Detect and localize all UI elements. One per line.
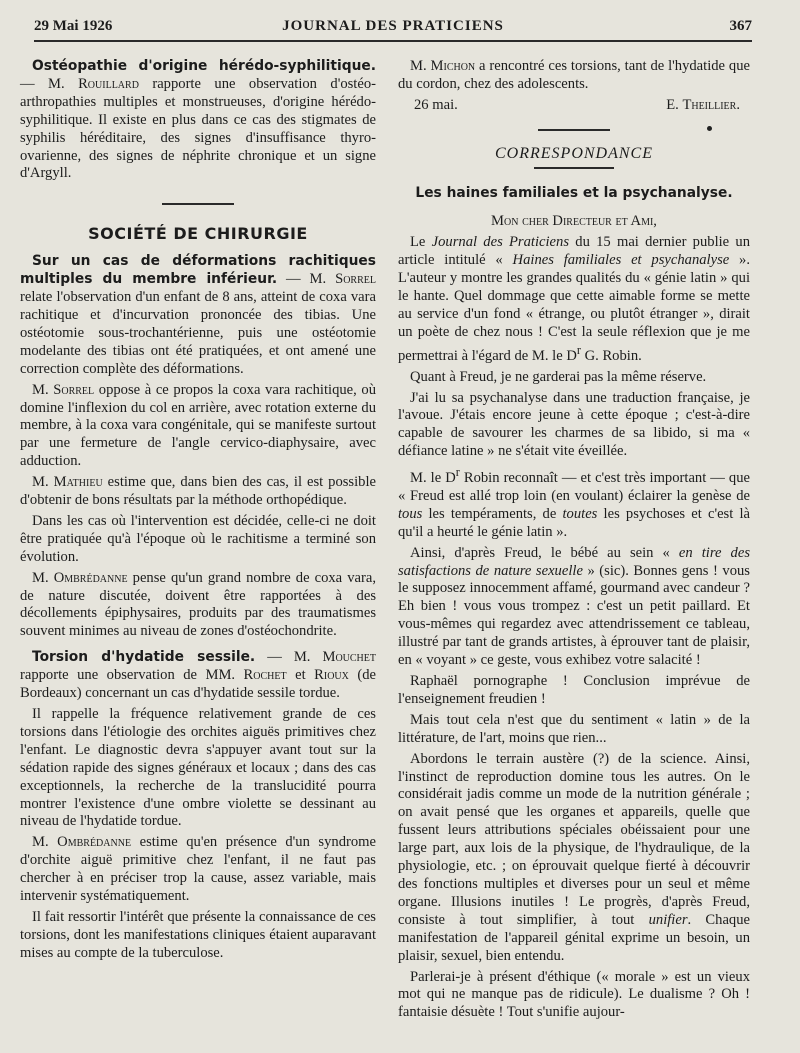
- ombredanne-paragraph-2: M. Ombrédanne estime qu'en présence d'un syndrome d'orchite aiguë primitive chez l'enfant, il ne faut pas chercher à en préciser trop la cause, assez variable, mais intervenir systématiquement.: [20, 834, 376, 905]
- divider: [538, 129, 610, 131]
- right-column: [398, 58, 750, 1053]
- letter-paragraph: Abordons le terrain austère (?) de la science. Ainsi, l'instinct de reproduction domine tous les autres. On le considérait jadis comme un mode de la nutrition générale ; on avait pensé que les organes et appareils, quelle que fussent leurs attributions spéciales obéissaient pour une large part, aux lois de la physique, de l'hydraulique, de la physiologie, etc. ; on éprouvait quelque fierté à découvrir des fonctions multiples et diverses pour un seul et même organe. Illusions inutiles ! Le progrès, d'après Freud, consiste à tout simplifier, à tout unifier. Chaque manifestation de l'appareil génital exprime un besoin, un plaisir, sexuel, bien entendu.: [398, 750, 750, 964]
- issue-date: 29 Mai 1926: [34, 18, 113, 34]
- ink-dot: [707, 126, 712, 131]
- author-name: Sorrel: [335, 271, 376, 288]
- osteo-paragraph: Ostéopathie d'origine hérédo-syphilitique. — M. Rouillard rapporte une observation d'ostéo-arthropathies multiples et monstrueuses, d'origine hérédo-syphilitique. Il existe en plus dans ce cas des stigmates de syphilis héréditaire, des signes d'insuffisance thyro-ovarienne, des signes de néphrite chronique et un signe d'Argyll.: [20, 58, 376, 182]
- torsion-heading: Torsion d'hydatide sessile.: [32, 649, 256, 666]
- page-header: [34, 18, 752, 42]
- author-name: Rouillard: [78, 75, 139, 92]
- author-name: Rochet: [243, 667, 287, 684]
- letter-paragraph: J'ai lu sa psychanalyse dans une traduction française, je l'avoue. J'étais encore jeune à cette époque ; c'est-à-dire capable de savourer les charmes de sa libido, si ma « défiance latine » ne s'était vite éveillée.: [398, 389, 750, 460]
- torsion-paragraph: Torsion d'hydatide sessile. — M. Mouchet rapporte une observation de MM. Rochet et Rioux (de Bordeaux) concernant un cas d'hydatide sessile tordue.: [20, 649, 376, 702]
- divider: [534, 167, 614, 169]
- signature-name: E. Theillier.: [666, 96, 740, 113]
- ombredanne-paragraph: M. Ombrédanne pense qu'un grand nombre de coxa vara, de nature discutée, doivent être rapportées à des décollements épiphysaires, produits par des traumatismes souvent minimes au niveau de zones d'ostéochondrite.: [20, 569, 376, 640]
- letter-paragraph: Ainsi, d'après Freud, le bébé au sein « en tire des satisfactions de nature sexuelle » (sic). Bonnes gens ! vous le supposez innocemment affamé, gourmand avec candeur ? Eh bien ! vous vous trompez : c'est un petit paillard. Et vous-mêmes qui regardez avec attendrissement ce tableau, illustré par tant de grands artistes, à éprouver tant de plaisir, en « voyant » ce geste, vous exhibez votre salacité !: [398, 544, 750, 669]
- journal-title: JOURNAL DES PRATICIENS: [282, 18, 504, 34]
- section-title: SOCIÉTÉ DE CHIRURGIE: [88, 224, 308, 244]
- left-column: [20, 58, 376, 1053]
- author-name: Rioux: [314, 667, 349, 684]
- sorrel-paragraph: M. Sorrel oppose à ce propos la coxa vara rachitique, où domine l'inflexion du col en arrière, avec rotation externe du membre, à la coxa vara congénitale, qui se manifeste surtout par une fermeture de l'angle cervico-diaphysaire, avec adduction.: [20, 381, 376, 470]
- author-name: Sorrel: [53, 381, 95, 398]
- letter-paragraph: Raphaël pornographe ! Conclusion imprévue de l'enseignement freudien !: [398, 673, 750, 707]
- salutation: Mon cher Directeur et Ami,: [491, 212, 657, 229]
- letter-paragraph: Parlerai-je à présent d'éthique (« morale » est un vieux mot qui ne manque pas de ridicule). Le dualisme ? Oh ! fantaisie désuète ! Tout s'unifie aujour-: [398, 968, 750, 1021]
- intervention-paragraph: Dans les cas où l'intervention est décidée, celle-ci ne doit être pratiquée qu'à l'époque où le rachitisme a terminé son évolution.: [20, 512, 376, 565]
- divider: [162, 203, 234, 205]
- signature-line: [398, 97, 750, 115]
- letter-paragraph: Mais tout cela n'est que du sentiment « latin » de la littérature, de l'art, moins que rien...: [398, 711, 750, 746]
- signature-date: 26 mai.: [414, 96, 458, 113]
- rachit-paragraph: Sur un cas de déformations rachitiques multiples du membre inférieur. — M. Sorrel relate l'observation d'un enfant de 8 ans, atteint de coxa vara rachitique et d'incurvation prononcée des tibias. Une ostéotomie sous-trochantérienne, puis une ostéotomie modelante des tibias ont été pratiquées, et ont amené une correction complète des déformations.: [20, 253, 376, 377]
- author-name: Ombrédanne: [57, 834, 132, 851]
- letter-paragraph: Le Journal des Praticiens du 15 mai dernier publie un article intitulé « Haines familiales et psychanalyse ». L'auteur y montre les grandes qualités du « génie latin » qui le hante. Quel dommage que cette aimable forme se mette au service d'un fond « étrange, ou plutôt étranger », dirait un poète de chez nous ! C'est la seule réflexion que je me permettrai à l'égard de M. le $D^r$ G. Robin.: [398, 234, 751, 364]
- correspondance-title: CORRESPONDANCE: [495, 144, 653, 162]
- ressortir-paragraph: Il fait ressortir l'intérêt que présente la connaissance de ces torsions, dont les manifestations cliniques étaient auparavant mises au compte de la tuberculose.: [20, 908, 376, 961]
- letter-paragraph: M. le $D^r$ Robin reconnaît — et c'est très important — que « Freud est allé trop loin (en voulant) éclairer la genèse de tous les tempéraments, de toutes les psychoses et c'est là qu'il a heurté le génie latin ».: [398, 465, 750, 540]
- page-number: 367: [729, 18, 752, 34]
- rappelle-paragraph: Il rappelle la fréquence relativement grande de ces torsions dans l'étiologie des orchites aiguës primitives chez l'enfant. Le diagnostic devra s'appuyer avant tout sur la sédation rapide des signes généraux et locaux ; dans des cas exceptionnels, la recherche de la translucidité pourra montrer l'existence d'une ombre violette se dessinant au niveau de l'hydatide tordue.: [20, 706, 376, 830]
- rachit-heading: Sur un cas de déformations rachitiques multiples du membre inférieur.: [20, 253, 376, 288]
- author-name: Michon: [430, 58, 476, 74]
- osteo-heading: Ostéopathie d'origine hérédo-syphilitique.: [32, 58, 376, 74]
- author-name: Ombrédanne: [53, 569, 128, 586]
- mathieu-paragraph: M. Mathieu estime que, dans bien des cas, il est possible d'obtenir de bons résultats par la méthode orthopédique.: [20, 474, 376, 509]
- michon-paragraph: M. Michon a rencontré ces torsions, tant de l'hydatide que du cordon, chez des adolescents.: [398, 58, 750, 92]
- author-name: Mouchet: [322, 649, 376, 666]
- letter-paragraph: Quant à Freud, je ne garderai pas la même réserve.: [410, 368, 707, 385]
- article-title: Les haines familiales et la psychanalyse.: [415, 184, 733, 201]
- author-name: Mathieu: [53, 474, 103, 491]
